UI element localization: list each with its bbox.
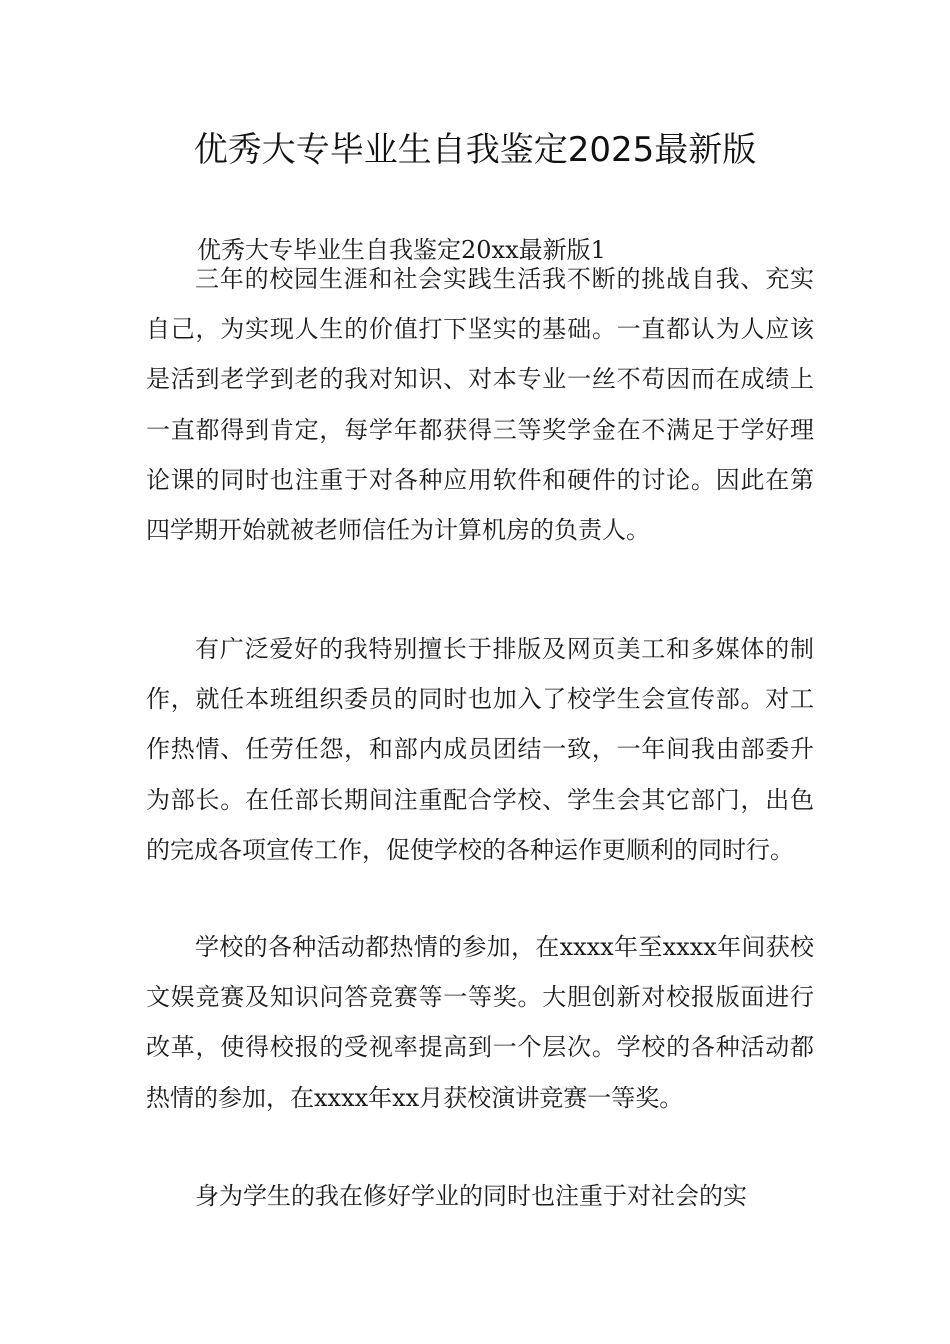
paragraph-3: 学校的各种活动都热情的参加，在xxxx年至xxxx年间获校文娱竞赛及知识问答竞赛等一等奖。大胆创新对校报版面进行改革，使得校报的受视率提高到一个层次。学校的各种活动都热情的参加，在xxxx年xx月获校演讲竞赛一等奖。: [146, 933, 814, 1112]
document-title: 优秀大专毕业生自我鉴定2025最新版: [193, 130, 757, 170]
paragraph-1: 三年的校园生涯和社会实践生活我不断的挑战自我、充实自己，为实现人生的价值打下坚实的基础。一直都认为人应该是活到老学到老的我对知识、对本专业一丝不苟因而在成绩上一直都得到肯定，每学年都获得三等奖学金在不满足于学好理论课的同时也注重于对各种应用软件和硬件的讨论。因此在第四学期开始就被老师信任为计算机房的负责人。: [146, 265, 814, 545]
paragraph-4: 身为学生的我在修好学业的同时也注重于对社会的实: [195, 1182, 747, 1210]
paragraph-2: 有广泛爱好的我特别擅长于排版及网页美工和多媒体的制作，就任本班组织委员的同时也加入了校学生会宣传部。对工作热情、任劳任怨，和部内成员团结一致，一年间我由部委升为部长。在任部长期间注重配合学校、学生会其它部门，出色的完成各项宣传工作，促使学校的各种运作更顺利的同时行。: [146, 635, 814, 864]
document-subtitle: 优秀大专毕业生自我鉴定20xx最新版1: [197, 236, 606, 264]
